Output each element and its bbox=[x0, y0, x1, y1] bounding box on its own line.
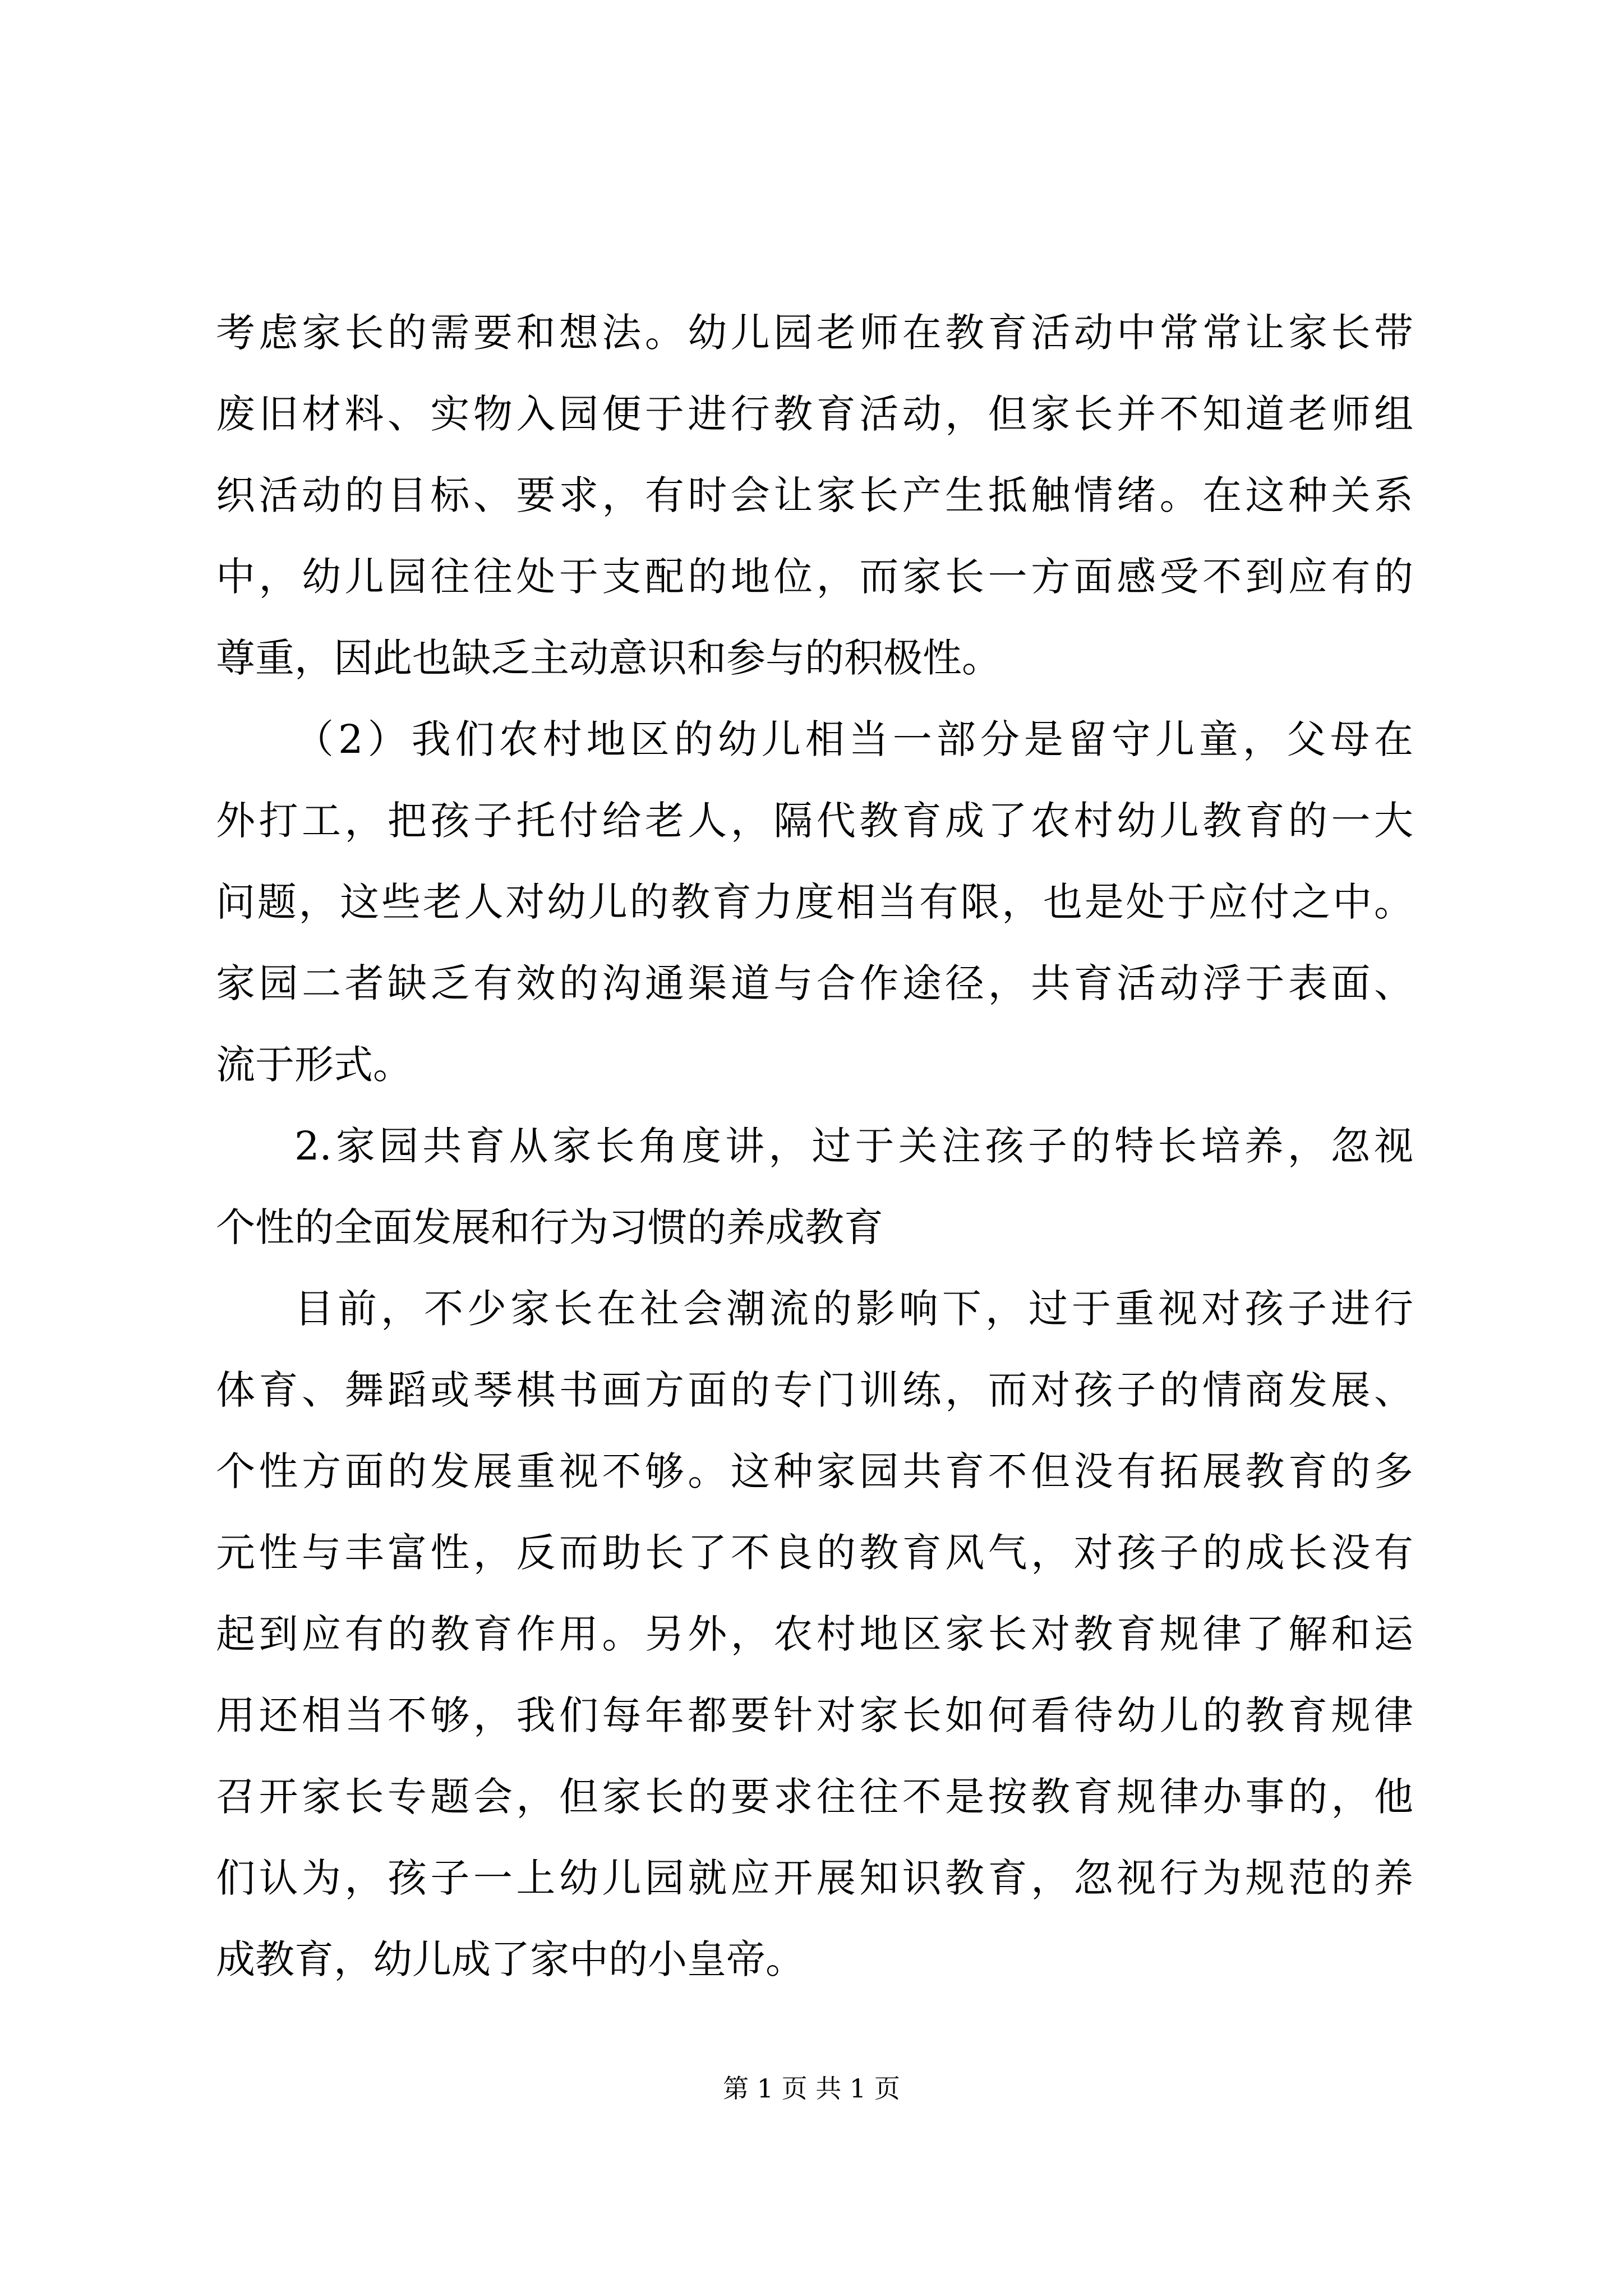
text-line: 召开家长专题会，但家长的要求往往不是按教育规律办事的，他 bbox=[216, 1774, 1413, 1820]
text-line: 们认为，孩子一上幼儿园就应开展知识教育，忽视行为规范的养 bbox=[216, 1855, 1413, 1901]
paragraph-parents-focus bbox=[216, 1268, 1413, 2000]
heading-line: 个性的全面发展和行为习惯的养成教育 bbox=[216, 1204, 883, 1250]
text-line: 个性方面的发展重视不够。这种家园共育不但没有拓展教育的多 bbox=[216, 1448, 1413, 1494]
text-line: 家园二者缺乏有效的沟通渠道与合作途径，共育活动浮于表面、 bbox=[216, 960, 1413, 1006]
text-line: 元性与丰富性，反而助长了不良的教育风气，对孩子的成长没有 bbox=[216, 1530, 1413, 1576]
page-number-label: 第 1 页 共 1 页 bbox=[723, 2073, 900, 2104]
text-line: 考虑家长的需要和想法。幼儿园老师在教育活动中常常让家长带 bbox=[216, 310, 1413, 356]
document-body bbox=[216, 292, 1413, 2000]
text-line: 起到应有的教育作用。另外，农村地区家长对教育规律了解和运 bbox=[216, 1611, 1413, 1657]
text-line: 目前，不少家长在社会潮流的影响下，过于重视对孩子进行 bbox=[294, 1286, 1413, 1332]
paragraph-continuation bbox=[216, 292, 1413, 699]
page-footer bbox=[0, 2072, 1623, 2105]
text-line: 成教育，幼儿成了家中的小皇帝。 bbox=[216, 1936, 805, 1982]
section-heading bbox=[216, 1106, 1413, 1268]
text-line: 问题，这些老人对幼儿的教育力度相当有限，也是处于应付之中。 bbox=[216, 879, 1413, 925]
text-line: 尊重，因此也缺乏主动意识和参与的积极性。 bbox=[216, 635, 1001, 681]
text-line: 中，幼儿园往往处于支配的地位，而家长一方面感受不到应有的 bbox=[216, 554, 1413, 600]
text-line: （2）我们农村地区的幼儿相当一部分是留守儿童，父母在 bbox=[294, 716, 1413, 762]
text-line: 废旧材料、实物入园便于进行教育活动，但家长并不知道老师组 bbox=[216, 391, 1413, 437]
text-line: 外打工，把孩子托付给老人，隔代教育成了农村幼儿教育的一大 bbox=[216, 798, 1413, 844]
text-line: 体育、舞蹈或琴棋书画方面的专门训练，而对孩子的情商发展、 bbox=[216, 1367, 1413, 1413]
text-line: 流于形式。 bbox=[216, 1042, 412, 1088]
text-line: 织活动的目标、要求，有时会让家长产生抵触情绪。在这种关系 bbox=[216, 472, 1413, 518]
paragraph-left-behind-children bbox=[216, 699, 1413, 1106]
text-line: 用还相当不够，我们每年都要针对家长如何看待幼儿的教育规律 bbox=[216, 1692, 1413, 1738]
heading-line: 2.家园共育从家长角度讲，过于关注孩子的特长培养，忽视 bbox=[294, 1123, 1413, 1169]
